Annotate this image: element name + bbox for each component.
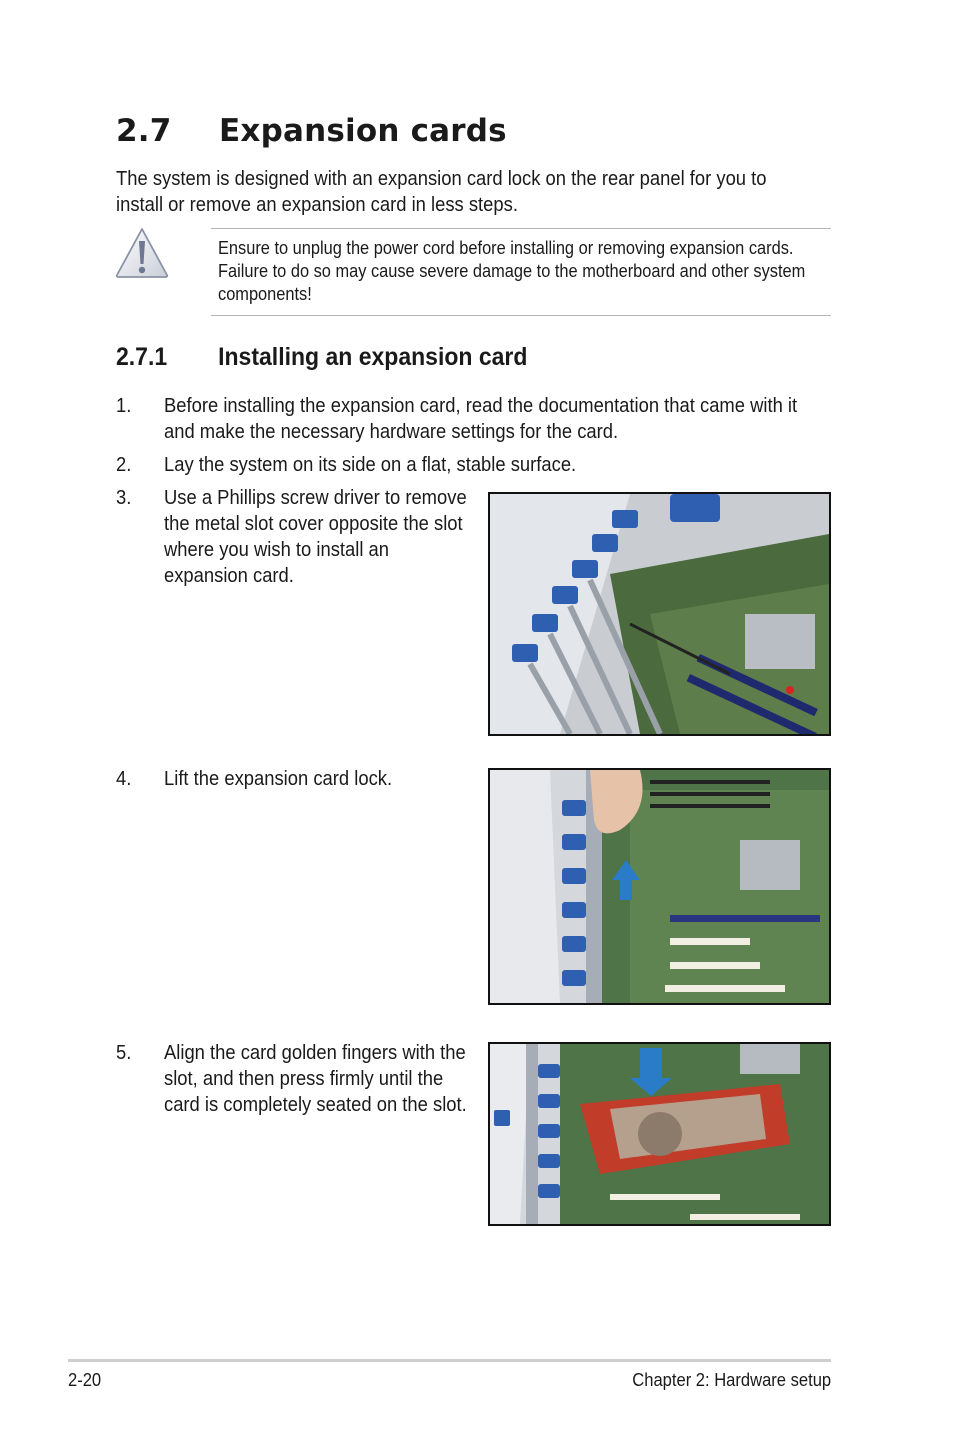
subsection-title: Installing an expansion card [218, 343, 528, 371]
step-text: Before installing the expansion card, read the documentation that came with it and make the necessary hardware settings for the card. [164, 395, 798, 443]
step-number: 1. [116, 395, 132, 417]
intro-paragraph: The system is designed with an expansion card lock on the rear panel for you to install or remove an expansion card in less steps. [116, 168, 767, 216]
chapter-label: Chapter 2: Hardware setup [632, 1370, 831, 1390]
subsection-number: 2.7.1 [116, 343, 168, 371]
step-number: 2. [116, 454, 132, 476]
footer-divider [68, 1359, 831, 1362]
photo-install-card [488, 1042, 831, 1226]
caution-note-text: Ensure to unplug the power cord before installing or removing expansion cards. Failure to do so may cause severe damage to the motherboard and other system components! [218, 238, 806, 304]
step-number: 4. [116, 768, 132, 790]
step-number: 3. [116, 487, 132, 509]
step-text: Align the card golden fingers with the slot, and then press firmly until the card is completely seated on the slot. [164, 1042, 467, 1116]
section-number: 2.7 [116, 113, 172, 149]
caution-note [211, 228, 831, 316]
step-number: 5. [116, 1042, 132, 1064]
section-title: Expansion cards [219, 113, 507, 149]
photo-remove-slot-cover [488, 492, 831, 736]
step-text: Lay the system on its side on a flat, stable surface. [164, 454, 577, 476]
photo-lift-card-lock [488, 768, 831, 1005]
warning-triangle-icon [114, 226, 170, 280]
page-number: 2-20 [68, 1370, 102, 1390]
step-text: Use a Phillips screw driver to remove the metal slot cover opposite the slot where you wish to install an expansion card. [164, 487, 467, 587]
step-text: Lift the expansion card lock. [164, 768, 393, 790]
